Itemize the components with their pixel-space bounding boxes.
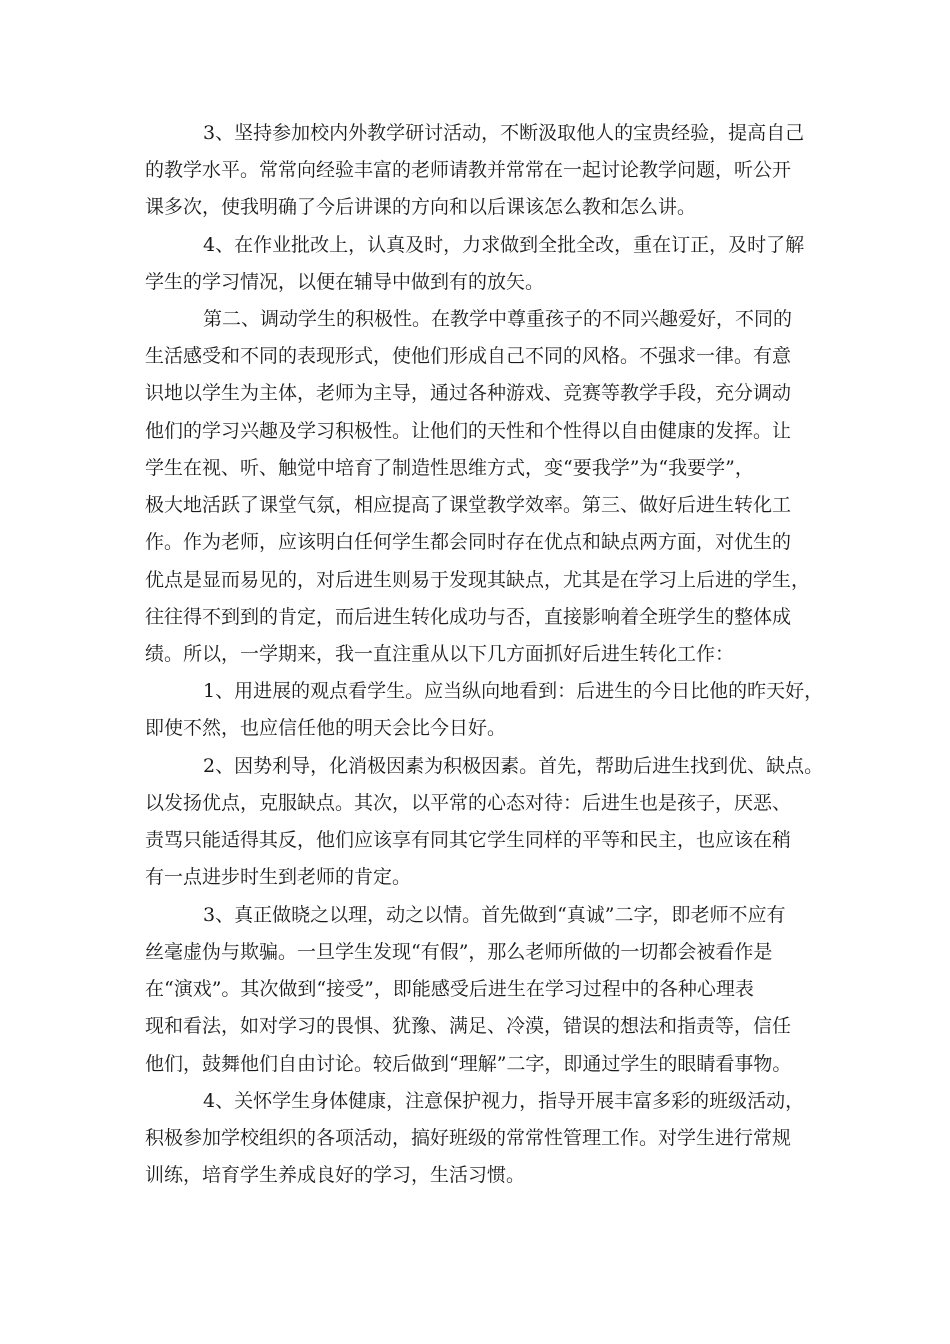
text-line: 3、真正做晓之以理，动之以情。首先做到“真诚”二字，即老师不应有 bbox=[203, 904, 786, 926]
text-line: 责骂只能适得其反，他们应该享有同其它学生同样的平等和民主，也应该在稍 bbox=[145, 829, 792, 851]
text-line: 2、因势利导，化消极因素为积极因素。首先，帮助后进生找到优、缺点。 bbox=[203, 755, 824, 777]
text-line: 现和看法，如对学习的畏惧、犹豫、满足、冷漠，错误的想法和指责等，信任 bbox=[145, 1015, 792, 1037]
text-line: 3、坚持参加校内外教学研讨活动，不断汲取他人的宝贵经验，提高自己 bbox=[203, 122, 805, 144]
text-line: 学生的学习情况，以便在辅导中做到有的放矢。 bbox=[145, 271, 545, 293]
text-line: 有一点进步时生到老师的肯定。 bbox=[145, 866, 412, 888]
text-line: 往往得不到到的肯定，而后进生转化成功与否，直接影响着全班学生的整体成 bbox=[145, 606, 792, 628]
text-line: 的教学水平。常常向经验丰富的老师请教并常常在一起讨论教学问题，听公开 bbox=[145, 159, 792, 181]
text-line: 他们的学习兴趣及学习积极性。让他们的天性和个性得以自由健康的发挥。让 bbox=[145, 420, 792, 442]
text-line: 极大地活跃了课堂气氛，相应提高了课堂教学效率。第三、做好后进生转化工 bbox=[145, 494, 792, 516]
text-line: 课多次，使我明确了今后讲课的方向和以后课该怎么教和怎么讲。 bbox=[145, 196, 697, 218]
text-line: 作。作为老师，应该明白任何学生都会同时存在优点和缺点两方面，对优生的 bbox=[145, 531, 792, 553]
text-line: 积极参加学校组织的各项活动，搞好班级的常常性管理工作。对学生进行常规 bbox=[145, 1127, 792, 1149]
text-line: 丝毫虚伪与欺骗。一旦学生发现“有假”，那么老师所做的一切都会被看作是 bbox=[145, 941, 773, 963]
text-line: 生活感受和不同的表现形式，使他们形成自己不同的风格。不强求一律。有意 bbox=[145, 345, 792, 367]
text-line: 在“演戏”。其次做到“接受”，即能感受后进生在学习过程中的各种心理表 bbox=[145, 978, 754, 1000]
text-line: 学生在视、听、触觉中培育了制造性思维方式，变“要我学”为“我要学”， bbox=[145, 457, 754, 479]
text-line: 以发扬优点，克服缺点。其次，以平常的心态对待：后进生也是孩子，厌恶、 bbox=[145, 792, 792, 814]
text-line: 4、关怀学生身体健康，注意保护视力，指导开展丰富多彩的班级活动， bbox=[203, 1090, 805, 1112]
text-line: 优点是显而易见的，对后进生则易于发现其缺点，尤其是在学习上后进的学生， bbox=[145, 569, 811, 591]
text-line: 他们，鼓舞他们自由讨论。较后做到“理解”二字，即通过学生的眼睛看事物。 bbox=[145, 1053, 792, 1075]
text-line: 识地以学生为主体，老师为主导，通过各种游戏、竞赛等教学手段，充分调动 bbox=[145, 382, 792, 404]
text-line: 训练，培育学生养成良好的学习，生活习惯。 bbox=[145, 1164, 526, 1186]
text-line: 1、用进展的观点看学生。应当纵向地看到：后进生的今日比他的昨天好， bbox=[203, 680, 824, 702]
text-line: 第二、调动学生的积极性。在教学中尊重孩子的不同兴趣爱好，不同的 bbox=[203, 308, 793, 330]
text-line: 4、在作业批改上，认真及时，力求做到全批全改，重在订正，及时了解 bbox=[203, 234, 805, 256]
text-line: 即使不然，也应信任他的明天会比今日好。 bbox=[145, 717, 507, 739]
text-line: 绩。所以，一学期来，我一直注重从以下几方面抓好后进生转化工作： bbox=[145, 643, 735, 665]
